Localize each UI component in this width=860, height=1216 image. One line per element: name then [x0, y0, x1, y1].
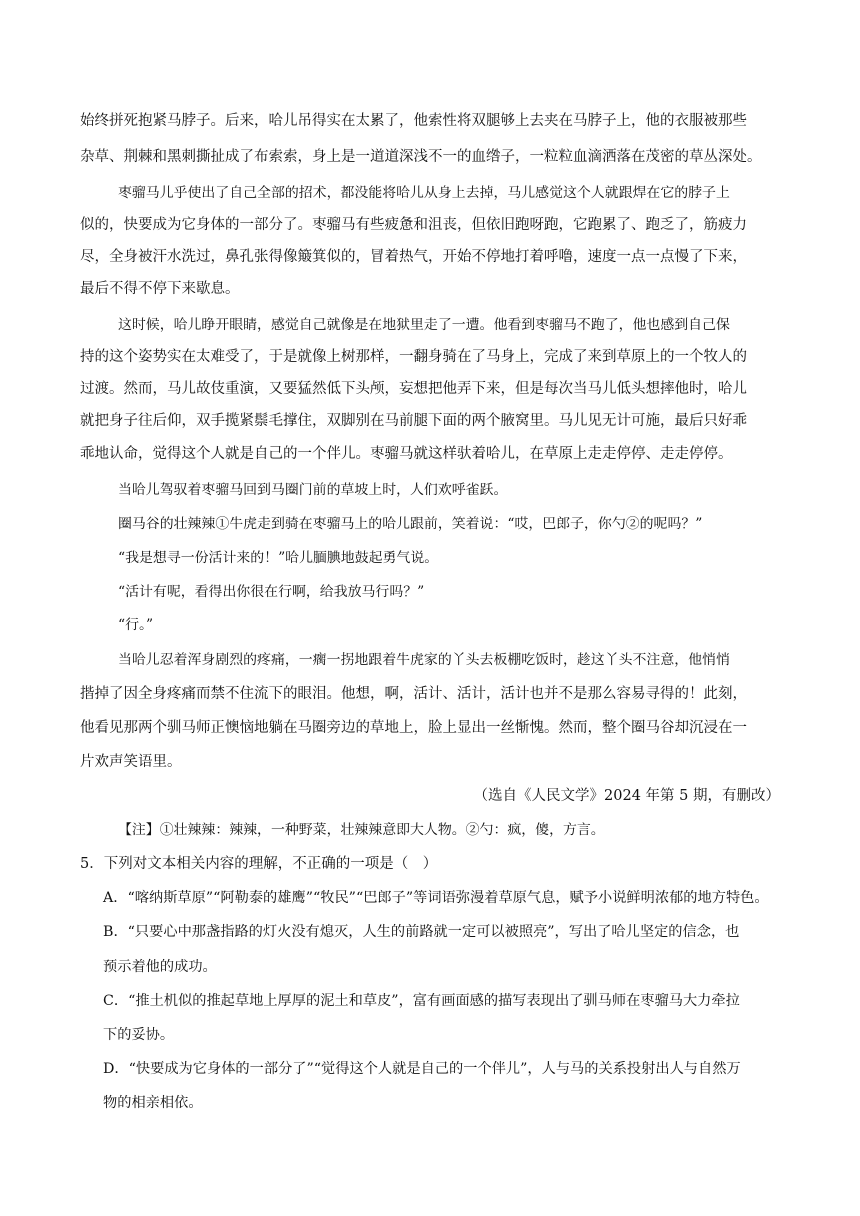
story-line: 揩掉了因全身疼痛而禁不住流下的眼泪。他想，啊，活计、活计，活计也并不是那么容易寻得的！此刻，: [80, 686, 747, 702]
option-b-cont: 预示着他的成功。: [103, 959, 217, 975]
story-line: 这时候，哈儿睁开眼睛，感觉自己就像是在地狱里走了一遭。他看到枣骝马不跑了，他也感到自己保: [118, 317, 730, 333]
story-line: 当哈儿驾驭着枣骝马回到马圈门前的草坡上时，人们欢呼雀跃。: [118, 482, 508, 498]
story-line: “行。”: [118, 617, 154, 633]
option-d-cont: 物的相亲相依。: [103, 1095, 203, 1111]
option-c: C．“推土机似的推起草地上厚厚的泥土和草皮”，富有画面感的描写表现出了驯马师在枣骝马大力牵拉: [103, 993, 740, 1009]
story-line: “活计有呢，看得出你很在行啊，给我放马行吗？”: [118, 584, 425, 600]
option-b: B．“只要心中那盏指路的灯火没有熄灭，人生的前路就一定可以被照亮”，写出了哈儿坚定的信念，也: [103, 924, 740, 940]
footnote: 【注】①壮辣辣：辣辣，一种野菜，壮辣辣意即大人物。②勺：疯，傻，方言。: [118, 822, 605, 838]
story-line: 乖地认命，觉得这个人就是自己的一个伴儿。枣骝马就这样驮着哈儿，在草原上走走停停、走走停停。: [80, 446, 733, 462]
story-line: 片欢声笑语里。: [80, 754, 182, 770]
story-line: 过渡。然而，马儿故伎重演，又要猛然低下头颅，妄想把他弄下来，但是每次当马儿低头想摔他时，哈儿: [80, 381, 747, 397]
story-line: 尽，全身被汗水洗过，鼻孔张得像簸箕似的，冒着热气，开始不停地打着呼噜，速度一点一点慢了下来，: [80, 249, 747, 265]
story-line: 持的这个姿势实在太难受了，于是就像上树那样，一翻身骑在了马身上，完成了来到草原上的一个牧人的: [80, 349, 747, 365]
story-line: 当哈儿忍着浑身剧烈的疼痛，一瘸一拐地跟着牛虎家的丫头去板棚吃饭时，趁这丫头不注意，他悄悄: [118, 652, 730, 668]
story-line: 他看见那两个驯马师正懊恼地躺在马圈旁边的草地上，脸上显出一丝惭愧。然而，整个圈马谷却沉浸在一: [80, 720, 747, 736]
story-line: 圈马谷的壮辣辣①牛虎走到骑在枣骝马上的哈儿跟前，笑着说：“哎，巴郎子，你勺②的呢吗？”: [118, 516, 703, 532]
option-c-cont: 下的妥协。: [103, 1027, 175, 1043]
story-line: 始终拼死抱紧马脖子。后来，哈儿吊得实在太累了，他索性将双腿够上去夹在马脖子上，他的衣服被那些: [80, 113, 747, 129]
option-a: A．“喀纳斯草原”“阿勒泰的雄鹰”“牧民”“巴郎子”等词语弥漫着草原气息，赋予小说鲜明浓郁的地方特色。: [103, 890, 769, 906]
option-d: D．“快要成为它身体的一部分了”“觉得这个人就是自己的一个伴儿”，人与马的关系投射出人与自然万: [103, 1061, 741, 1077]
story-line: 杂草、荆棘和黑刺撕扯成了布索索，身上是一道道深浅不一的血绺子，一粒粒血滴洒落在茂密的草丛深处。: [80, 149, 762, 165]
source-citation: （选自《人民文学》2024 年第 5 期，有删改）: [473, 788, 780, 804]
story-line: 枣骝马儿乎使出了自己全部的招术，都没能将哈儿从身上去掉，马儿感觉这个人就跟焊在它的脖子上: [118, 185, 730, 201]
story-line: 就把身子往后仰，双手揽紧鬃毛撑住，双脚别在马前腿下面的两个腋窝里。马儿见无计可施，最后只好乖: [80, 413, 747, 429]
story-line: 似的，快要成为它身体的一部分了。枣骝马有些疲惫和沮丧，但依旧跑呀跑，它跑累了、跑乏了，筋疲力: [80, 217, 747, 233]
story-line: “我是想寻一份活计来的！”哈儿腼腆地鼓起勇气说。: [118, 550, 439, 566]
story-line: 最后不得不停下来歇息。: [80, 281, 240, 297]
question-stem: 5．下列对文本相关内容的理解，不正确的一项是（ ）: [80, 856, 438, 872]
